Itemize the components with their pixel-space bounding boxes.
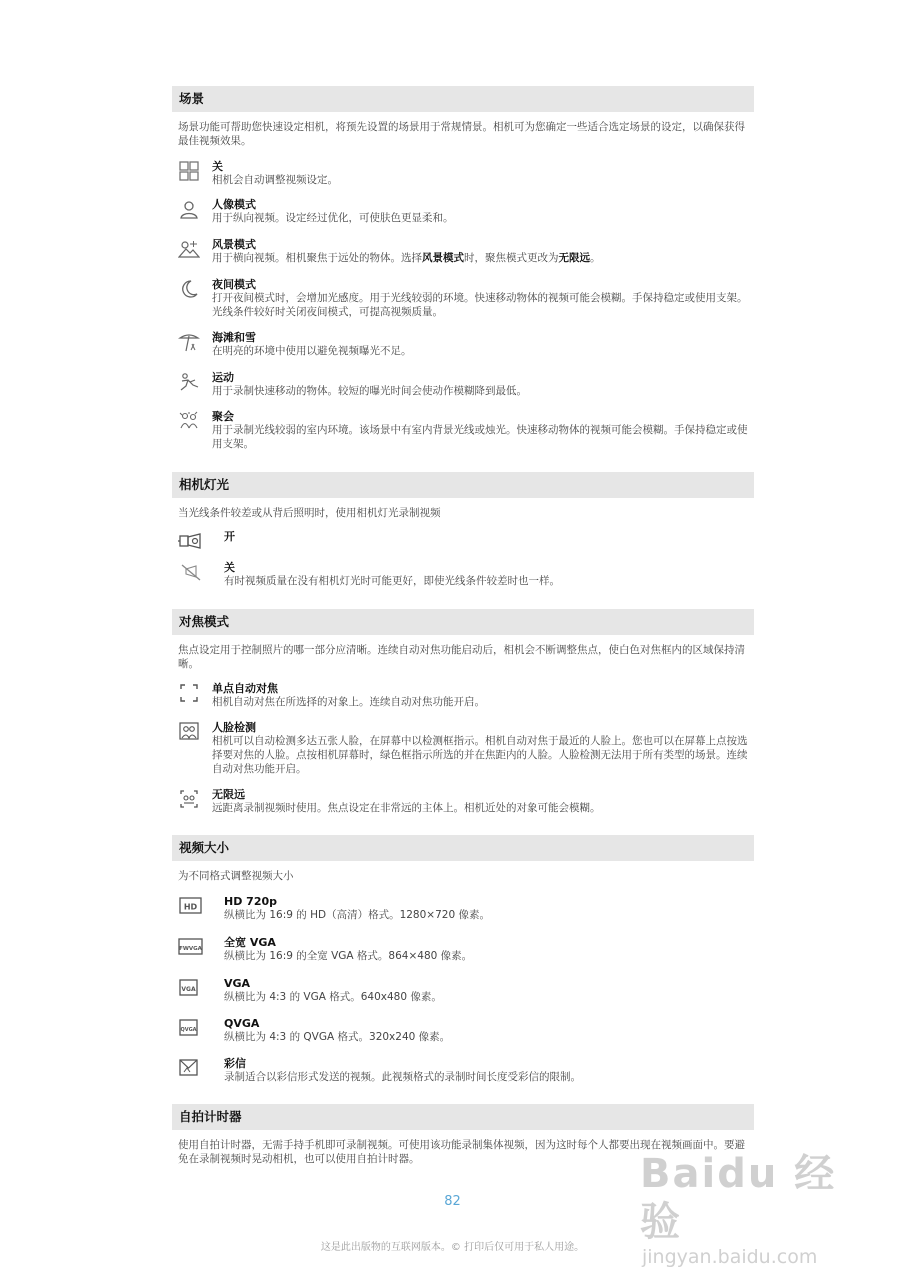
item-title: 关 bbox=[212, 160, 223, 173]
light-section bbox=[172, 472, 754, 520]
watermark-url: jingyan.baidu.com bbox=[642, 1246, 818, 1268]
item-desc: 用于录制快速移动的物体。较短的曝光时间会使动作模糊降到最低。 bbox=[212, 385, 527, 397]
light-on-icon bbox=[178, 530, 208, 552]
mms-icon bbox=[178, 1057, 200, 1079]
focus-intro: 焦点设定用于控制照片的哪一部分应清晰。连续自动对焦功能启动后，相机会不断调整焦点，使白色对焦框内的区域保持清晰。 bbox=[178, 644, 745, 670]
face-detect-icon bbox=[178, 721, 200, 743]
svg-text:QVGA: QVGA bbox=[180, 1027, 197, 1033]
svg-text:FWVGA: FWVGA bbox=[179, 946, 202, 952]
party-icon bbox=[178, 410, 200, 432]
item-desc: 远距离录制视频时使用。焦点设定在非常远的主体上。相机近处的对象可能会模糊。 bbox=[212, 802, 601, 814]
timer-heading: 自拍计时器 bbox=[172, 1104, 754, 1130]
vga-icon bbox=[178, 977, 200, 999]
item-title: 海滩和雪 bbox=[212, 331, 256, 344]
size-intro: 为不同格式调整视频大小 bbox=[178, 870, 294, 882]
item-title: 聚会 bbox=[212, 410, 234, 423]
item-title: HD 720p bbox=[224, 895, 278, 908]
item-title: 全宽 VGA bbox=[224, 936, 276, 949]
item-title: 彩信 bbox=[224, 1057, 246, 1070]
svg-text:HD: HD bbox=[183, 902, 198, 912]
beach-icon bbox=[178, 331, 200, 353]
qvga-icon bbox=[178, 1017, 200, 1039]
item-desc: 录制适合以彩信形式发送的视频。此视频格式的录制时间长度受彩信的限制。 bbox=[224, 1071, 581, 1083]
page-number: 82 bbox=[444, 1194, 461, 1209]
item-desc: 纵横比为 4:3 的 QVGA 格式。320x240 像素。 bbox=[224, 1031, 451, 1043]
page-footer: 这是此出版物的互联网版本。© 打印后仅可用于私人用途。 bbox=[320, 1242, 585, 1253]
focus-heading: 对焦模式 bbox=[172, 609, 754, 635]
item-title: 关 bbox=[224, 561, 235, 574]
infinity-icon bbox=[178, 788, 200, 810]
item-title: 无限远 bbox=[212, 788, 245, 801]
item-desc: 相机可以自动检测多达五张人脸，在屏幕中以检测框指示。相机自动对焦于最近的人脸上。您也可以在屏幕上点按选择要对焦的人脸。点按相机屏幕时，绿色框指示所选的并在焦距内的人脸。人脸检测无法用于所有类型的场景。连续自动对焦功能开启。 bbox=[212, 735, 748, 775]
scene-intro: 场景功能可帮助您快速设定相机，将预先设置的场景用于常规情景。相机可为您确定一些适合选定场景的设定，以确保获得最佳视频效果。 bbox=[178, 121, 745, 147]
scene-heading: 场景 bbox=[172, 86, 754, 112]
focus-section bbox=[172, 609, 754, 671]
item-title: 开 bbox=[224, 530, 235, 543]
item-desc: 纵横比为 16:9 的 HD（高清）格式。1280×720 像素。 bbox=[224, 909, 490, 921]
portrait-icon bbox=[178, 198, 200, 220]
timer-intro: 使用自拍计时器，无需手持手机即可录制视频。可使用该功能录制集体视频，因为这时每个人都要出现在视频画面中。要避免在录制视频时晃动相机，也可以使用自拍计时器。 bbox=[178, 1139, 745, 1165]
item-desc: 相机会自动调整视频设定。 bbox=[212, 174, 338, 186]
size-section bbox=[172, 835, 754, 883]
hd-icon bbox=[178, 895, 204, 917]
watermark-brand: Baidu 经验 bbox=[640, 1151, 837, 1245]
size-heading: 视频大小 bbox=[172, 835, 754, 861]
grid-icon bbox=[178, 160, 200, 182]
item-desc: 用于纵向视频。设定经过优化，可使肤色更显柔和。 bbox=[212, 212, 454, 224]
item-title: VGA bbox=[224, 977, 251, 990]
item-title: 人像模式 bbox=[212, 198, 256, 211]
item-desc: 用于横向视频。相机聚焦于远处的物体。选择风景模式时，聚焦模式更改为无限远。 bbox=[212, 252, 601, 264]
light-off-icon bbox=[178, 561, 208, 583]
light-intro: 当光线条件较差或从背后照明时，使用相机灯光录制视频 bbox=[178, 507, 441, 519]
item-title: 运动 bbox=[212, 371, 234, 384]
item-desc: 用于录制光线较弱的室内环境。该场景中有室内背景光线或烛光。快速移动物体的视频可能会模糊。手保持稳定或使用支架。 bbox=[212, 424, 748, 450]
item-desc: 纵横比为 16:9 的全宽 VGA 格式。864×480 像素。 bbox=[224, 950, 473, 962]
svg-text:VGA: VGA bbox=[181, 986, 196, 993]
single-af-icon bbox=[178, 682, 200, 704]
item-desc: 有时视频质量在没有相机灯光时可能更好，即使光线条件较差时也一样。 bbox=[224, 575, 560, 587]
item-desc: 在明亮的环境中使用以避免视频曝光不足。 bbox=[212, 345, 412, 357]
item-desc: 纵横比为 4:3 的 VGA 格式。640x480 像素。 bbox=[224, 991, 442, 1003]
item-desc: 打开夜间模式时，会增加光感度。用于光线较弱的环境。快速移动物体的视频可能会模糊。手保持稳定或使用支架。光线条件较好时关闭夜间模式，可提高视频质量。 bbox=[212, 292, 748, 318]
fwvga-icon bbox=[178, 936, 204, 958]
moon-icon bbox=[178, 278, 200, 300]
item-title: 风景模式 bbox=[212, 238, 256, 251]
scene-section bbox=[172, 86, 754, 148]
landscape-icon bbox=[178, 238, 200, 260]
item-title: 人脸检测 bbox=[212, 721, 256, 734]
item-title: 单点自动对焦 bbox=[212, 682, 278, 695]
sports-icon bbox=[178, 371, 200, 393]
item-desc: 相机自动对焦在所选择的对象上。连续自动对焦功能开启。 bbox=[212, 696, 485, 708]
light-heading: 相机灯光 bbox=[172, 472, 754, 498]
item-title: 夜间模式 bbox=[212, 278, 256, 291]
item-title: QVGA bbox=[224, 1017, 260, 1030]
